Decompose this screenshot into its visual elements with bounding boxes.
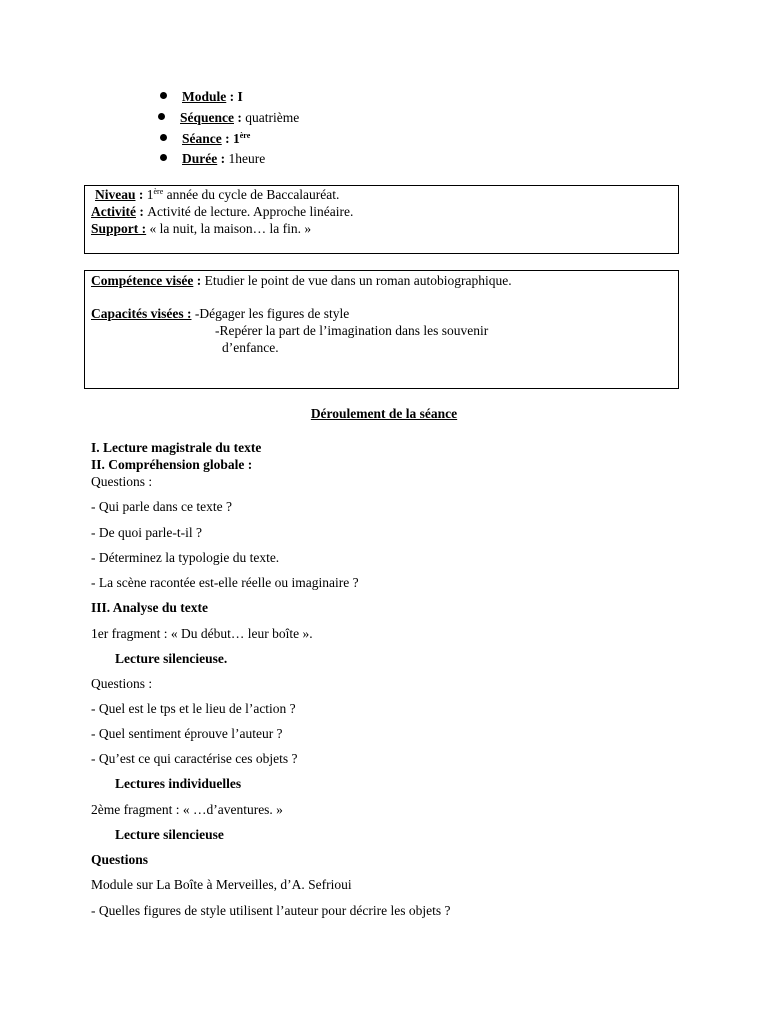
sequence-value: quatrième xyxy=(245,110,300,125)
fragment-1: 1er fragment : « Du début… leur boîte ». xyxy=(91,626,313,641)
list-item-seance xyxy=(160,130,250,148)
question-7: - Qu’est ce qui caractérise ces objets ? xyxy=(91,751,298,766)
questions-label-3: Questions xyxy=(91,852,149,867)
capacites-label: Capacités visées : xyxy=(91,306,192,321)
seance-label: Séance xyxy=(182,131,222,146)
lecture-silencieuse-1: Lecture silencieuse. xyxy=(115,651,228,666)
seance-sep: : xyxy=(221,131,233,146)
module-sep: : xyxy=(226,89,238,104)
sequence-sep: : xyxy=(234,110,246,125)
duree-sep: : xyxy=(217,151,229,166)
fragment-2: 2ème fragment : « …d’aventures. » xyxy=(91,802,283,817)
list-item-module xyxy=(160,88,243,106)
niveau-num: 1 xyxy=(146,187,154,202)
questions-label-2: Questions : xyxy=(91,676,153,691)
activite-value: Activité de lecture. Approche linéaire. xyxy=(147,204,354,219)
competence-line xyxy=(91,272,512,289)
competence-label: Compétence visée xyxy=(91,273,194,288)
activite-line xyxy=(91,203,353,220)
question-2: - De quoi parle-t-il ? xyxy=(91,525,202,540)
part-3-heading: III. Analyse du texte xyxy=(91,600,209,615)
part-2-heading: II. Compréhension globale : xyxy=(91,457,253,472)
activite-sep: : xyxy=(135,204,148,219)
info-box xyxy=(84,185,679,254)
question-6: - Quel sentiment éprouve l’auteur ? xyxy=(91,726,283,741)
capacite-2-line: -Repérer la part de l’imagination dans les souvenir xyxy=(215,323,489,338)
seance-sup: ère xyxy=(239,131,251,140)
capacite-1: -Dégager les figures de style xyxy=(191,306,350,321)
activite-label: Activité xyxy=(91,204,136,219)
list-item-sequence xyxy=(158,109,299,127)
question-4: - La scène racontée est-elle réelle ou imaginaire ? xyxy=(91,575,359,590)
bullet-icon xyxy=(160,92,167,99)
niveau-sep: : xyxy=(135,187,147,202)
question-5: - Quel est le tps et le lieu de l’action ? xyxy=(91,701,296,716)
competence-sep: : xyxy=(193,273,205,288)
support-value: « la nuit, la maison… la fin. » xyxy=(146,221,312,236)
niveau-line xyxy=(95,186,339,203)
list-item-duree xyxy=(160,150,265,168)
question-3: - Déterminez la typologie du texte. xyxy=(91,550,280,565)
niveau-label: Niveau xyxy=(95,187,136,202)
bullet-icon xyxy=(160,134,167,141)
question-8: - Quelles figures de style utilisent l’auteur pour décrire les objets ? xyxy=(91,903,451,918)
bullet-icon xyxy=(160,154,167,161)
capacite-2-cont-line: d’enfance. xyxy=(222,340,279,355)
module-line: Module sur La Boîte à Merveilles, d’A. Sefrioui xyxy=(91,877,352,892)
niveau-rest: année du cycle de Baccalauréat. xyxy=(163,187,340,202)
lectures-individuelles: Lectures individuelles xyxy=(115,776,242,791)
competence-value: Etudier le point de vue dans un roman autobiographique. xyxy=(204,273,512,288)
questions-label-1: Questions : xyxy=(91,474,153,489)
duree-label: Durée xyxy=(182,151,218,166)
part-1-heading: I. Lecture magistrale du texte xyxy=(91,440,262,455)
bullet-icon xyxy=(158,113,165,120)
support-line xyxy=(91,220,311,237)
question-1: - Qui parle dans ce texte ? xyxy=(91,499,232,514)
section-title: Déroulement de la séance xyxy=(310,406,458,421)
niveau-sup: ère xyxy=(153,187,164,196)
module-value: I xyxy=(237,89,243,104)
duree-value: 1heure xyxy=(228,151,266,166)
capacites-line xyxy=(91,305,349,322)
lecture-silencieuse-2: Lecture silencieuse xyxy=(115,827,224,842)
module-label: Module xyxy=(182,89,227,104)
competence-box xyxy=(84,270,679,389)
support-label: Support : xyxy=(91,221,147,236)
seance-value: 1 xyxy=(233,131,240,146)
sequence-label: Séquence xyxy=(180,110,234,125)
